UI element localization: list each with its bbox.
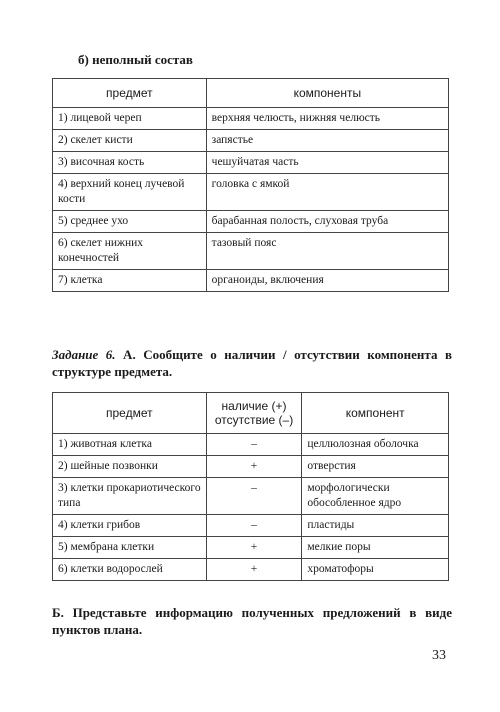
table-header-row — [53, 393, 449, 434]
page-number: 33 — [432, 648, 446, 663]
cell-components: головка с ямкой — [206, 174, 448, 211]
header-subject: предмет — [53, 393, 207, 434]
presence-table — [52, 392, 449, 581]
cell-subject: 1) лицевой череп — [53, 108, 207, 130]
table-header-row — [53, 79, 449, 108]
cell-component: целлюлозная оболочка — [302, 434, 449, 456]
cell-presence: – — [206, 434, 302, 456]
cell-component: морфологически обособленное ядро — [302, 478, 449, 515]
table-row — [53, 211, 449, 233]
section-title: б) неполный состав — [78, 52, 193, 67]
cell-subject: 2) скелет кисти — [53, 130, 207, 152]
cell-component: пластиды — [302, 515, 449, 537]
cell-subject: 2) шейные позвонки — [53, 456, 207, 478]
cell-subject: 4) верхний конец лучевой кости — [53, 174, 207, 211]
table-row — [53, 478, 449, 515]
cell-presence: – — [206, 478, 302, 515]
cell-components: запястье — [206, 130, 448, 152]
cell-presence: + — [206, 456, 302, 478]
table-row — [53, 515, 449, 537]
cell-subject: 3) височная кость — [53, 152, 207, 174]
task-text: А. Сообщите о наличии / отсутствии компонента в структуре предмета. — [52, 347, 452, 379]
table-row — [53, 130, 449, 152]
cell-subject: 6) скелет нижних конечностей — [53, 233, 207, 270]
task-6-instruction — [52, 346, 452, 380]
cell-components: тазовый пояс — [206, 233, 448, 270]
cell-components: чешуйчатая часть — [206, 152, 448, 174]
cell-component: хроматофоры — [302, 559, 449, 581]
task-b-instruction: Б. Представьте информацию полученных предложений в виде пунктов плана. — [52, 605, 452, 637]
table-row — [53, 270, 449, 292]
table-row — [53, 456, 449, 478]
task-label: Задание 6. — [52, 347, 116, 362]
cell-components: барабанная полость, слуховая труба — [206, 211, 448, 233]
header-subject: предмет — [53, 79, 207, 108]
cell-presence: + — [206, 537, 302, 559]
cell-subject: 6) клетки водорослей — [53, 559, 207, 581]
cell-subject: 4) клетки грибов — [53, 515, 207, 537]
cell-presence: + — [206, 559, 302, 581]
table-row — [53, 434, 449, 456]
composition-table — [52, 78, 449, 292]
cell-subject: 5) мембрана клетки — [53, 537, 207, 559]
header-component: компонент — [302, 393, 449, 434]
cell-subject: 5) среднее ухо — [53, 211, 207, 233]
table-row — [53, 537, 449, 559]
header-presence: наличие (+) отсутствие (–) — [206, 393, 302, 434]
table-row — [53, 152, 449, 174]
cell-presence: – — [206, 515, 302, 537]
table-row — [53, 108, 449, 130]
cell-subject: 7) клетка — [53, 270, 207, 292]
cell-components: органоиды, включения — [206, 270, 448, 292]
cell-subject: 1) животная клетка — [53, 434, 207, 456]
cell-component: мелкие поры — [302, 537, 449, 559]
table-row — [53, 174, 449, 211]
header-components: компоненты — [206, 79, 448, 108]
cell-subject: 3) клетки прокариотического типа — [53, 478, 207, 515]
cell-components: верхняя челюсть, нижняя челюсть — [206, 108, 448, 130]
table-row — [53, 233, 449, 270]
cell-component: отверстия — [302, 456, 449, 478]
table-row — [53, 559, 449, 581]
